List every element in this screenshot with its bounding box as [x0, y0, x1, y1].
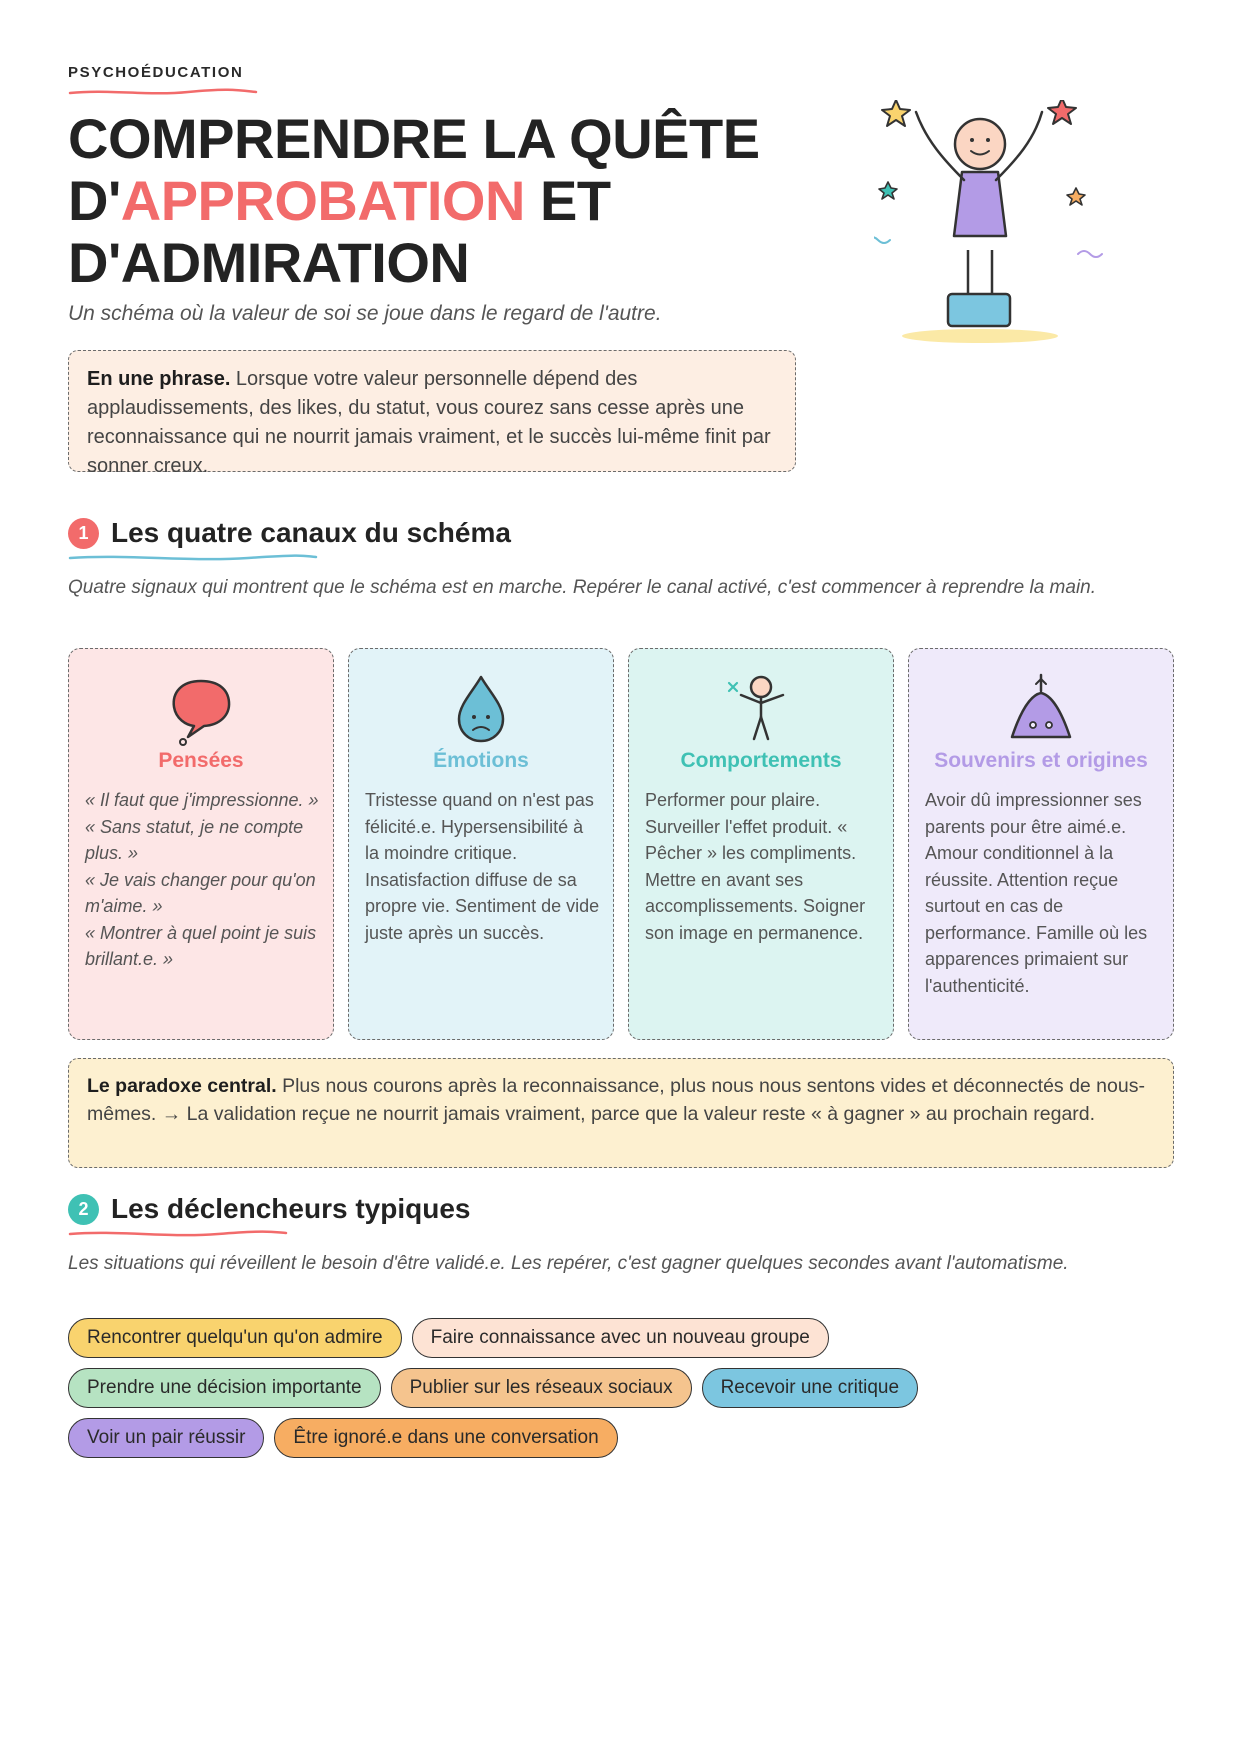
section-1-title: Les quatre canaux du schéma	[111, 517, 511, 548]
eyebrow-underline	[68, 86, 258, 98]
chip-row	[68, 1368, 1174, 1408]
card-emotions-body: Tristesse quand on n'est pas félicité.e. Hypersensibilité à la moindre critique. Insatisfaction diffuse de sa propre vie. Sentiment de vide juste après un succès.	[365, 790, 600, 943]
summary-box	[68, 350, 796, 477]
card-comportements	[628, 648, 894, 1040]
speech-bubble-icon	[69, 671, 333, 747]
card-emotions-title: Émotions	[433, 749, 529, 772]
trigger-chip[interactable]: Recevoir une critique	[702, 1368, 918, 1408]
section-2-description: Les situations qui réveillent le besoin d'être validé.e. Les repérer, c'est gagner quelques secondes avant l'automatisme.	[68, 1253, 1069, 1274]
trigger-chip[interactable]: Publier sur les réseaux sociaux	[391, 1368, 692, 1408]
section-1-description: Quatre signaux qui montrent que le schéma est en marche. Repérer le canal activé, c'est commencer à reprendre la main.	[68, 577, 1097, 598]
section-2-underline	[68, 1228, 288, 1240]
title-part-2: ET D'ADMIRATION	[68, 169, 611, 294]
paradox-label: Le paradoxe central.	[87, 1075, 277, 1097]
eyebrow-label: PSYCHOÉDUCATION	[68, 64, 244, 81]
section-2-title: Les déclencheurs typiques	[111, 1193, 471, 1224]
channel-cards	[68, 648, 1174, 1040]
page-subtitle: Un schéma où la valeur de soi se joue dans le regard de l'autre.	[68, 302, 662, 325]
card-pensees-body	[85, 787, 321, 973]
card-emotions	[348, 648, 614, 1040]
page	[68, 0, 1174, 1754]
section-1-number: 1	[68, 518, 99, 549]
quote-line: « Je vais changer pour qu'on m'aime. »	[85, 869, 316, 916]
chip-row	[68, 1418, 1174, 1458]
trigger-chip[interactable]: Être ignoré.e dans une conversation	[274, 1418, 617, 1458]
title-highlight: APPROBATION	[120, 169, 525, 232]
section-1-header	[68, 517, 511, 549]
celebrating-figure-illustration	[874, 100, 1154, 400]
card-pensees-title: Pensées	[158, 749, 244, 772]
title-part-1: COMPRENDRE LA QUÊTE D'	[68, 107, 760, 232]
section-2-number: 2	[68, 1194, 99, 1225]
trigger-chip[interactable]: Prendre une décision importante	[68, 1368, 381, 1408]
paradox-text: Plus nous courons après la reconnaissance, plus nous nous sentons vides et déconnectés de nous-mêmes. → La validation reçue ne nourrit jamais vraiment, parce que la valeur reste « à gagner » au prochain regard.	[87, 1075, 1145, 1125]
quote-line: « Il faut que j'impressionne. »	[85, 790, 319, 810]
summary-text: Lorsque votre valeur personnelle dépend des applaudissements, des likes, du statut, vous courez sans cesse après une reconnaissance qui ne nourrit jamais vraiment, et le succès lui-même finit par sonner creux.	[87, 368, 771, 477]
trigger-chip[interactable]: Faire connaissance avec un nouveau groupe	[412, 1318, 829, 1358]
paradox-box	[68, 1058, 1174, 1168]
card-souvenirs	[908, 648, 1174, 1040]
section-2-header	[68, 1193, 470, 1225]
quote-line: « Sans statut, je ne compte plus. »	[85, 816, 304, 863]
summary-label: En une phrase.	[87, 368, 231, 390]
trigger-chips	[68, 1318, 1174, 1468]
card-souvenirs-title: Souvenirs et origines	[934, 749, 1148, 772]
seedling-dome-icon	[909, 671, 1173, 747]
trigger-chip[interactable]: Rencontrer quelqu'un qu'on admire	[68, 1318, 402, 1358]
section-1-underline	[68, 552, 318, 564]
card-pensees	[68, 648, 334, 1040]
trigger-chip[interactable]: Voir un pair réussir	[68, 1418, 264, 1458]
quote-line: « Montrer à quel point je suis brillant.e. »	[85, 922, 317, 969]
chip-row	[68, 1318, 1174, 1358]
card-souvenirs-body: Avoir dû impressionner ses parents pour être aimé.e. Amour conditionnel à la réussite. Attention reçue surtout en cas de performance. Famille où les apparences primaient sur l'authenticité.	[925, 790, 1148, 996]
card-comportements-title: Comportements	[680, 749, 842, 772]
stick-figure-icon	[629, 671, 893, 747]
sad-drop-icon	[349, 671, 613, 747]
card-comportements-body: Performer pour plaire. Surveiller l'effet produit. « Pêcher » les compliments. Mettre en avant ses accomplissements. Soigner son image en permanence.	[645, 790, 866, 943]
page-title	[68, 108, 868, 294]
